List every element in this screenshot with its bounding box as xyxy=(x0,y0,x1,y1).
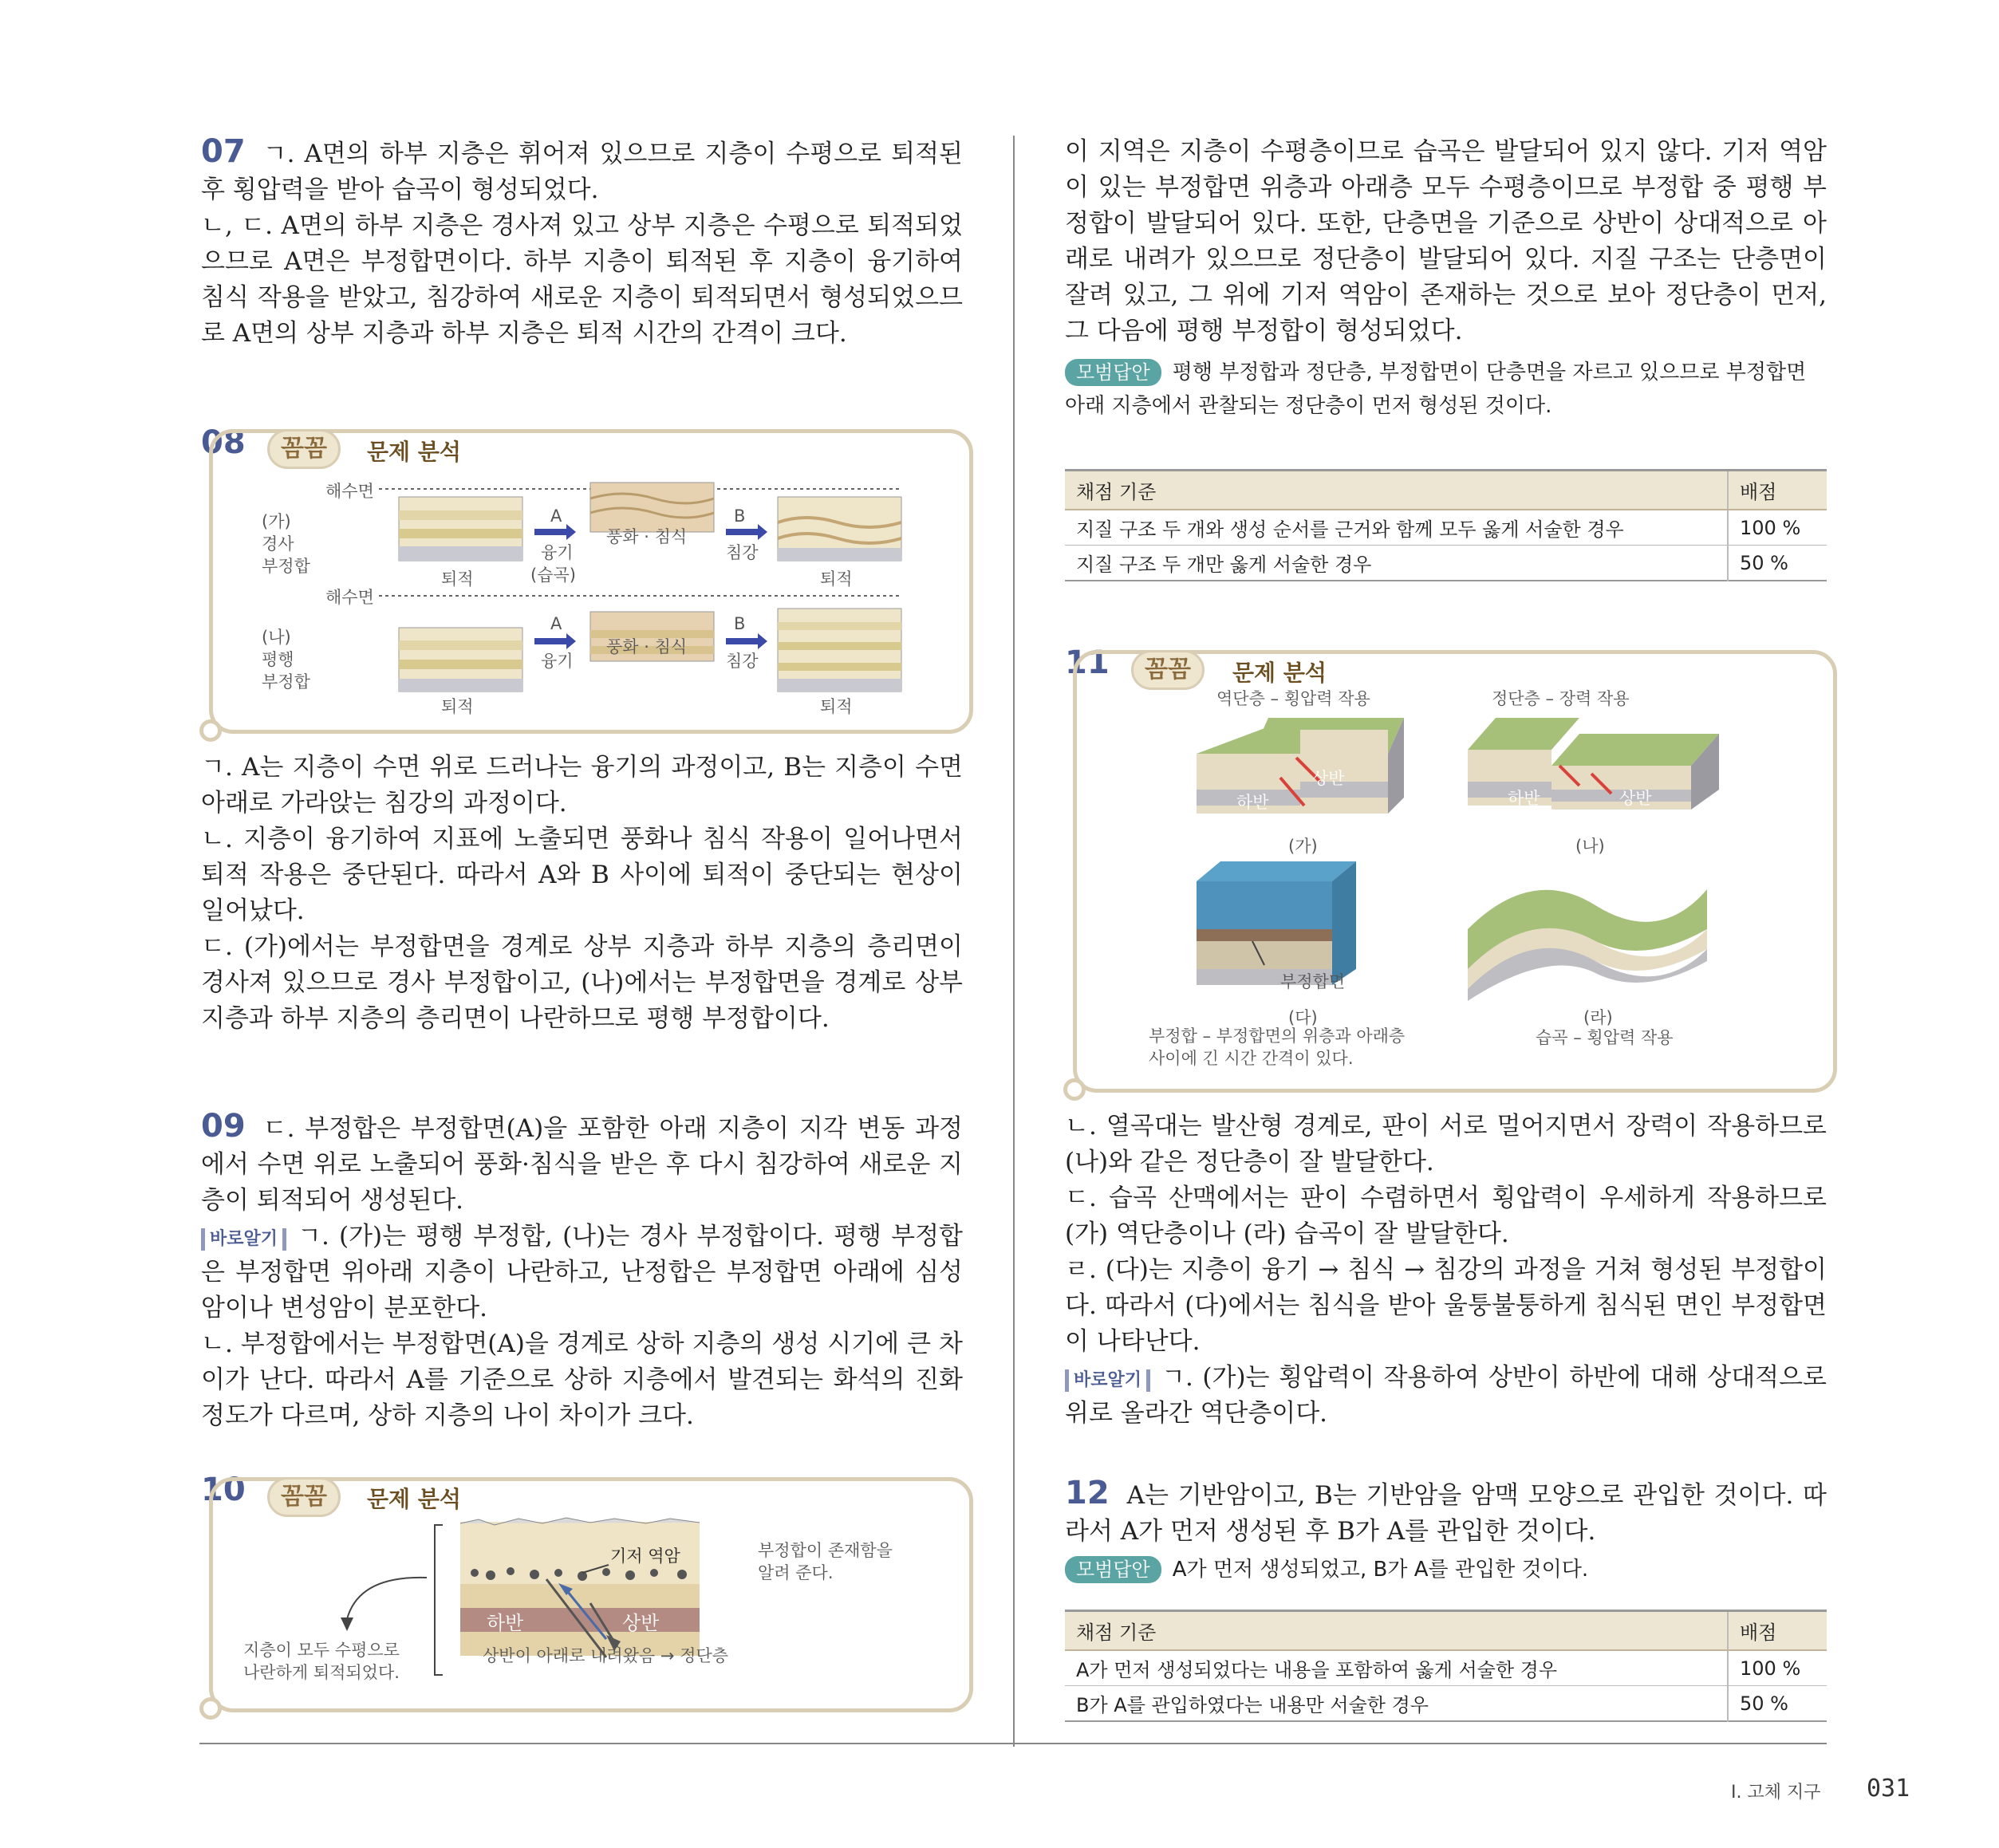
sink-label-1: 침강 xyxy=(726,543,759,562)
q09-p3: ㄴ. 부정합에서는 부정합면(A)을 경계로 상하 지층의 생성 시기에 큰 차이가 난다. 따라서 A를 기준으로 상하 지층에서 발견되는 화석의 진화 정도가 다르며, 상하 지층의 나이 차이가 크다. xyxy=(201,1330,963,1430)
question-12 xyxy=(1065,1476,1827,1586)
q11-figure xyxy=(1133,686,1819,1069)
q08-explanation xyxy=(201,750,963,1037)
q11-p3: ㄹ. (다)는 지층이 융기 → 침식 → 침강의 과정을 거쳐 형성된 부정합이다. 따라서 (다)에서는 침식을 받아 울퉁불퉁하게 침식된 면인 부정합면이 나타난다. xyxy=(1065,1255,1827,1356)
q10-figure xyxy=(231,1515,949,1695)
q11-number: 11 xyxy=(1065,644,1110,681)
unconformity-label: 부정합면 xyxy=(1280,972,1346,991)
sea-level-label-a: 해수면 xyxy=(325,482,374,501)
q11-p4: 바로알기 ㄱ. (가)는 횡압력이 작용하여 상반이 하반에 대해 상대적으로 위로 올라간 역단층이다. xyxy=(1065,1363,1827,1428)
q10-p1: 이 지역은 지층이 수평층이므로 습곡은 발달되어 있지 않다. 기저 역암이 있는 부정합면 위층과 아래층 모두 수평층이므로 부정합 중 평행 부정합이 발달되어 있다. 또한, 단층면을 기준으로 상반이 상대적으로 아래로 내려가 있으므로 정단층이 발달되어 있다. 지질 구조는 단층면이 잘려 있고, 그 위에 기저 역암이 존재하는 것으로 보아 정단층이 먼저, 그 다음에 평행 부정합이 형성되었다. xyxy=(1065,137,1827,345)
sea-level-label-b: 해수면 xyxy=(325,588,374,607)
hangingwall-label: 상반 xyxy=(622,1612,660,1634)
table-row: B가 A를 관입하였다는 내용만 서술한 경우 50 % xyxy=(1065,1686,1827,1722)
q09-p1: 09 ㄷ. 부정합은 부정합면(A)을 포함한 아래 지층이 지각 변동 과정에서 수면 위로 노출되어 풍화·침식을 받은 후 다시 침강하여 새로운 지층이 퇴적되어 생성된다. xyxy=(201,1108,963,1215)
arrow-b-label-2: B xyxy=(734,614,746,633)
q11-title: 문제 분석 xyxy=(1232,660,1327,686)
depo-label-b2: 퇴적 xyxy=(820,697,853,716)
row-a-label: (가) 경사 부정합 xyxy=(262,512,310,576)
q10-model-answer: 모범답안 평행 부정합과 정단층, 부정합면이 단층면을 자르고 있으므로 부정합면 아래 지층에서 관찰되는 정단층이 먼저 형성된 것이다. xyxy=(1065,361,1807,418)
arrow-a-label-1: A xyxy=(550,506,562,526)
depo-label-a1: 퇴적 xyxy=(441,569,474,589)
uplift-label-2: 융기 xyxy=(541,652,574,671)
q07-p2: ㄴ, ㄷ. A면의 하부 지층은 경사져 있고 상부 지층은 수평으로 퇴적되었으므로 A면은 부정합면이다. 하부 지층이 퇴적된 후 지층이 융기하여 침식 작용을 받았고, 침강하여 새로운 지층이 퇴적되면서 형성되었으므로 A면의 상부 지층과 하부 지층은 퇴적 시간의 간격이 크다. xyxy=(201,211,963,348)
q08-figure xyxy=(255,475,925,714)
footer-section: I. 고체 지구 xyxy=(1731,1783,1821,1803)
arrow-a-label-2: A xyxy=(550,614,562,633)
question-07 xyxy=(201,134,963,352)
q08-p3: ㄷ. (가)에서는 부정합면을 경계로 상부 지층과 하부 지층의 층리면이 경사져 있으므로 경사 부정합이고, (나)에서는 부정합면을 경계로 상부 지층과 하부 지층의 층리면이 나란하므로 평행 부정합이다. xyxy=(201,932,963,1033)
note-left: 지층이 모두 수평으로 나란하게 퇴적되었다. xyxy=(243,1641,400,1682)
q10-model-badge: 모범답안 xyxy=(1065,359,1161,386)
q11-box-dot xyxy=(1063,1078,1086,1101)
q08-p2: ㄴ. 지층이 융기하여 지표에 노출되면 풍화나 침식 작용이 일어나면서 퇴적 작용은 중단된다. 따라서 A와 B 사이에 퇴적이 중단되는 현상이 일어났다. xyxy=(201,825,963,925)
label-na: (나) xyxy=(1575,837,1605,856)
arrow-b-label-1: B xyxy=(734,506,746,526)
q07-number: 07 xyxy=(201,133,246,170)
erosion-label-1: 풍화 · 침식 xyxy=(606,527,688,546)
q10-title: 문제 분석 xyxy=(367,1486,461,1512)
q11-tag: 바로알기 xyxy=(1065,1369,1150,1392)
q12-p1: 12 A는 기반암이고, B는 기반암을 암맥 모양으로 관입한 것이다. 따라서 A가 먼저 생성된 후 B가 A를 관입한 것이다. xyxy=(1065,1475,1827,1546)
label-da: (다) xyxy=(1288,1008,1318,1027)
basal-conglomerate-label: 기저 역암 xyxy=(610,1547,680,1566)
table-header xyxy=(1065,1611,1827,1651)
header-criteria: 채점 기준 xyxy=(1065,1611,1728,1651)
q08-p1: ㄱ. A는 지층이 수면 위로 드러나는 융기의 과정이고, B는 지층이 수면 아래로 가라앉는 침강의 과정이다. xyxy=(201,753,963,818)
q07-p1: 07 ㄱ. A면의 하부 지층은 휘어져 있으므로 지층이 수평으로 퇴적된 후 횡압력을 받아 습곡이 형성되었다. xyxy=(201,133,963,204)
depo-label-a2: 퇴적 xyxy=(820,569,853,589)
row-b-label: (나) 평행 부정합 xyxy=(262,628,310,692)
row-b-block-3 xyxy=(778,609,901,692)
row-a-block-3 xyxy=(778,497,901,561)
q11-badge: 꼼꼼 xyxy=(1131,650,1205,690)
footwall-label-1: 하반 xyxy=(1236,793,1269,812)
q08-number: 08 xyxy=(201,424,246,461)
page-number: 031 xyxy=(1867,1775,1910,1803)
row-b-block-1 xyxy=(399,628,522,692)
reverse-fault-title: 역단층 – 횡압력 작용 xyxy=(1216,689,1370,708)
fold-label: (습곡) xyxy=(530,565,576,585)
q11-p1: ㄴ. 열곡대는 발산형 경계로, 판이 서로 멀어지면서 장력이 작용하므로 (나)와 같은 정단층이 잘 발달한다. xyxy=(1065,1112,1827,1176)
q10-number: 10 xyxy=(201,1472,246,1508)
normal-fault-title: 정단층 – 장력 작용 xyxy=(1492,689,1630,708)
depo-label-b1: 퇴적 xyxy=(441,697,474,716)
q09-number: 09 xyxy=(201,1108,246,1145)
note-right: 부정합이 존재함을 알려 준다. xyxy=(758,1541,893,1582)
q10-score-table xyxy=(1065,469,1827,581)
hangingwall-label-2: 상반 xyxy=(1619,789,1652,808)
q12-model-answer: 모범답안 A가 먼저 생성되었고, B가 A를 관입한 것이다. xyxy=(1065,1553,1827,1586)
fold-block xyxy=(1468,889,1707,1001)
table-header xyxy=(1065,471,1827,510)
table-row: 지질 구조 두 개와 생성 순서를 근거와 함께 모두 옳게 서술한 경우 100 % xyxy=(1065,510,1827,546)
sink-label-2: 침강 xyxy=(726,652,759,671)
header-score: 배점 xyxy=(1728,1611,1827,1651)
q10-box-dot xyxy=(199,1697,222,1720)
label-ra: (라) xyxy=(1583,1008,1613,1027)
footwall-label: 하반 xyxy=(487,1612,524,1634)
footwall-label-2: 하반 xyxy=(1508,789,1540,808)
q09-p2: 바로알기 ㄱ. (가)는 평행 부정합, (나)는 경사 부정합이다. 평행 부정합은 부정합면 위아래 지층이 나란하고, 난정합은 부정합면 아래에 심성암이나 변성암이 분포한다. xyxy=(201,1222,963,1322)
hangingwall-label-1: 상반 xyxy=(1312,769,1345,788)
q12-score-table xyxy=(1065,1610,1827,1722)
question-09 xyxy=(201,1109,963,1434)
q12-number: 12 xyxy=(1065,1475,1110,1511)
table-row: 지질 구조 두 개만 옳게 서술한 경우 50 % xyxy=(1065,546,1827,581)
q08-box-dot xyxy=(199,719,222,742)
q11-p2: ㄷ. 습곡 산맥에서는 판이 수렴하면서 횡압력이 우세하게 작용하므로 (가) 역단층이나 (라) 습곡이 잘 발달한다. xyxy=(1065,1184,1827,1248)
fold-note: 습곡 – 횡압력 작용 xyxy=(1536,1028,1674,1047)
label-ga: (가) xyxy=(1288,837,1318,856)
note-bottom: 상반이 아래로 내려왔음 → 정단층 xyxy=(483,1646,729,1665)
header-score: 배점 xyxy=(1728,471,1827,510)
q08-badge: 꼼꼼 xyxy=(267,429,341,469)
reverse-fault-block xyxy=(1197,718,1404,814)
normal-fault-block xyxy=(1468,718,1719,810)
bottom-rule xyxy=(199,1743,1827,1744)
q12-model-badge: 모범답안 xyxy=(1065,1556,1161,1583)
q09-tag: 바로알기 xyxy=(201,1228,286,1251)
table-row: A가 먼저 생성되었다는 내용을 포함하여 옳게 서술한 경우 100 % xyxy=(1065,1650,1827,1686)
geologic-structures-diagram xyxy=(1133,686,1819,1069)
unconformity-block xyxy=(1197,861,1356,985)
uplift-label-1: 융기 xyxy=(541,543,574,562)
q11-explanation xyxy=(1065,1109,1827,1432)
q08-title: 문제 분석 xyxy=(367,439,461,465)
q10-badge: 꼼꼼 xyxy=(267,1477,341,1517)
header-criteria: 채점 기준 xyxy=(1065,471,1728,510)
erosion-label-2: 풍화 · 침식 xyxy=(606,637,688,656)
unconformity-note: 부정합 – 부정합면의 위층과 아래층 사이에 긴 시간 간격이 있다. xyxy=(1149,1026,1406,1068)
q10-explanation xyxy=(1065,134,1827,423)
column-divider xyxy=(1013,136,1015,1747)
row-a-block-1 xyxy=(399,497,522,561)
